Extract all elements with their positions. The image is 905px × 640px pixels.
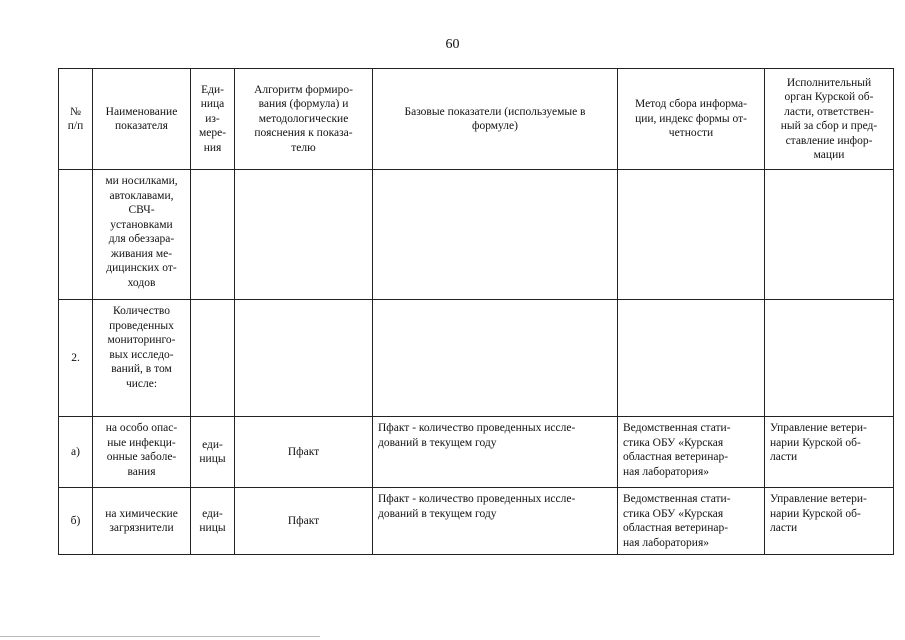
row-algorithm: Пфакт: [235, 417, 373, 488]
row-base: [373, 170, 618, 300]
indicator-table: [58, 68, 894, 555]
table-header-row: [59, 69, 894, 170]
row-name: ми носилками, автоклавами, СВЧ- установками для обеззара- живания ме- дицинских от- ходов: [93, 170, 191, 300]
row-num: [59, 170, 93, 300]
row-executor: [765, 300, 894, 417]
row-num: а): [59, 417, 93, 488]
row-name: на особо опас- ные инфекци- онные заболе- вания: [93, 417, 191, 488]
row-method: Ведомственная стати- стика ОБУ «Курская областная ветеринар- ная лаборатория»: [618, 488, 765, 555]
scan-edge-line: [0, 636, 320, 637]
row-unit: [191, 300, 235, 417]
header-unit: Еди- ница из- мере- ния: [191, 69, 235, 170]
row-num: б): [59, 488, 93, 555]
row-base: [373, 300, 618, 417]
row-num: 2.: [59, 300, 93, 417]
row-algorithm: Пфакт: [235, 488, 373, 555]
header-collection-method: Метод сбора информа- ции, индекс формы от- четности: [618, 69, 765, 170]
row-unit: еди- ницы: [191, 417, 235, 488]
row-base: Пфакт - количество проведенных иссле- дований в текущем году: [373, 488, 618, 555]
row-name: Количество проведенных мониторинго- вых исследо- ваний, в том числе:: [93, 300, 191, 417]
page-number: 60: [445, 37, 460, 52]
row-base: Пфакт - количество проведенных иссле- дований в текущем году: [373, 417, 618, 488]
table-row: [59, 488, 894, 555]
table-row: [59, 170, 894, 300]
row-algorithm: [235, 300, 373, 417]
row-unit: еди- ницы: [191, 488, 235, 555]
header-executor: Исполнительный орган Курской об- ласти, ответствен- ный за сбор и пред- ставление инфор- мации: [765, 69, 894, 170]
header-base-indicators: Базовые показатели (используемые в формуле): [373, 69, 618, 170]
header-algorithm: Алгоритм формиро- вания (формула) и методологические пояснения к показа- телю: [235, 69, 373, 170]
row-method: [618, 170, 765, 300]
row-name: на химические загрязнители: [93, 488, 191, 555]
row-algorithm: [235, 170, 373, 300]
header-name: Наименование показателя: [93, 69, 191, 170]
row-method: [618, 300, 765, 417]
row-executor: Управление ветери- нарии Курской об- ласти: [765, 488, 894, 555]
header-num: № п/п: [59, 69, 93, 170]
table-row: [59, 417, 894, 488]
row-method: Ведомственная стати- стика ОБУ «Курская областная ветеринар- ная лаборатория»: [618, 417, 765, 488]
table-row: [59, 300, 894, 417]
row-executor: Управление ветери- нарии Курской об- ласти: [765, 417, 894, 488]
row-unit: [191, 170, 235, 300]
row-executor: [765, 170, 894, 300]
